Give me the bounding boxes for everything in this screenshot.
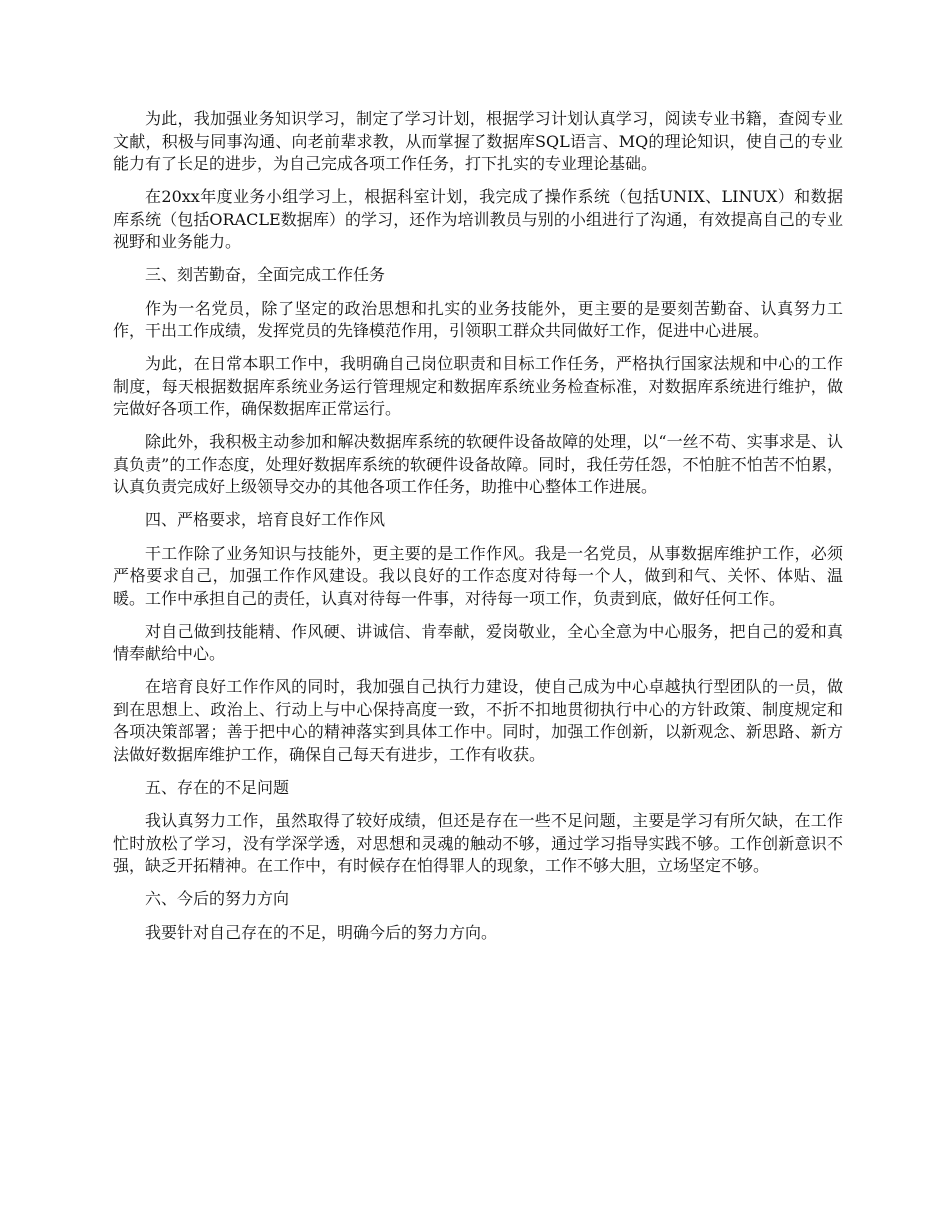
paragraph-party-member: 作为一名党员，除了坚定的政治思想和扎实的业务技能外，更主要的是要刻苦勤奋、认真努力工作，干出工作成绩，发挥党员的先锋模范作用，引领职工群众共同做好工作，促进中心进展。	[113, 298, 843, 340]
section-heading-3: 三、刻苦勤奋，全面完成工作任务	[145, 265, 386, 284]
paragraph-execution: 在培育良好工作作风的同时，我加强自己执行力建设，使自己成为中心卓越执行型团队的一员，做到在思想上、政治上、行动上与中心保持高度一致，不折不扣地贯彻执行中心的方针政策、制度规定和各项决策部署；善于把中心的精神落实到具体工作中。同时，加强工作创新，以新观念、新思路、新方法做好数据库维护工作，确保自己每天有进步，工作有收获。	[113, 677, 843, 764]
section-heading-5: 五、存在的不足问题	[145, 777, 290, 797]
paragraph-dedication: 对自己做到技能精、作风硬、讲诚信、肯奉献，爱岗敬业，全心全意为中心服务，把自己的爱和真情奉献给中心。	[113, 621, 843, 663]
paragraph-study-plan: 为此，我加强业务知识学习，制定了学习计划，根据学习计划认真学习，阅读专业书籍，查阅专业文献，积极与同事沟通、向老前辈求教，从而掌握了数据库SQL语言、MQ的理论知识，使自己的专业能力有了长足的进步，为自己完成各项工作任务，打下扎实的专业理论基础。	[113, 109, 843, 173]
paragraph-shortcomings: 我认真努力工作，虽然取得了较好成绩，但还是存在一些不足问题，主要是学习有所欠缺，在工作忙时放松了学习，没有学深学透，对思想和灵魂的触动不够，通过学习指导实践不够。工作创新意识不强，缺乏开拓精神。在工作中，有时候存在怕得罪人的现象，工作不够大胆，立场坚定不够。	[113, 811, 843, 875]
paragraph-group-study: 在20xx年度业务小组学习上，根据科室计划，我完成了操作系统（包括UNIX、LINUX）和数据库系统（包括ORACLE数据库）的学习，还作为培训教员与别的小组进行了沟通，有效提高自己的专业视野和业务能力。	[113, 187, 843, 251]
paragraph-work-style: 干工作除了业务知识与技能外，更主要的是工作作风。我是一名党员，从事数据库维护工作，必须严格要求自己，加强工作作风建设。我以良好的工作态度对待每一个人，做到和气、关怀、体贴、温暖。工作中承担自己的责任，认真对待每一件事，对待每一项工作，负责到底，做好任何工作。	[113, 543, 843, 608]
paragraph-direction: 我要针对自己存在的不足，明确今后的努力方向。	[145, 922, 498, 942]
paragraph-fault-handling: 除此外，我积极主动参加和解决数据库系统的软硬件设备故障的处理，以“一丝不苟、实事求是、认真负责”的工作态度，处理好数据库系统的软硬件设备故障。同时，我任劳任怨，不怕脏不怕苦不怕累，认真负责完成好上级领导交办的其他各项工作任务，助推中心整体工作进展。	[113, 432, 843, 496]
section-heading-6: 六、今后的努力方向	[145, 889, 290, 908]
document-page	[113, 108, 843, 955]
paragraph-daily-work: 为此，在日常本职工作中，我明确自己岗位职责和目标工作任务，严格执行国家法规和中心的工作制度，每天根据数据库系统业务运行管理规定和数据库系统业务检查标准，对数据库系统进行维护，做完做好各项工作，确保数据库正常运行。	[113, 354, 843, 418]
section-heading-4: 四、严格要求，培育良好工作作风	[145, 510, 386, 529]
